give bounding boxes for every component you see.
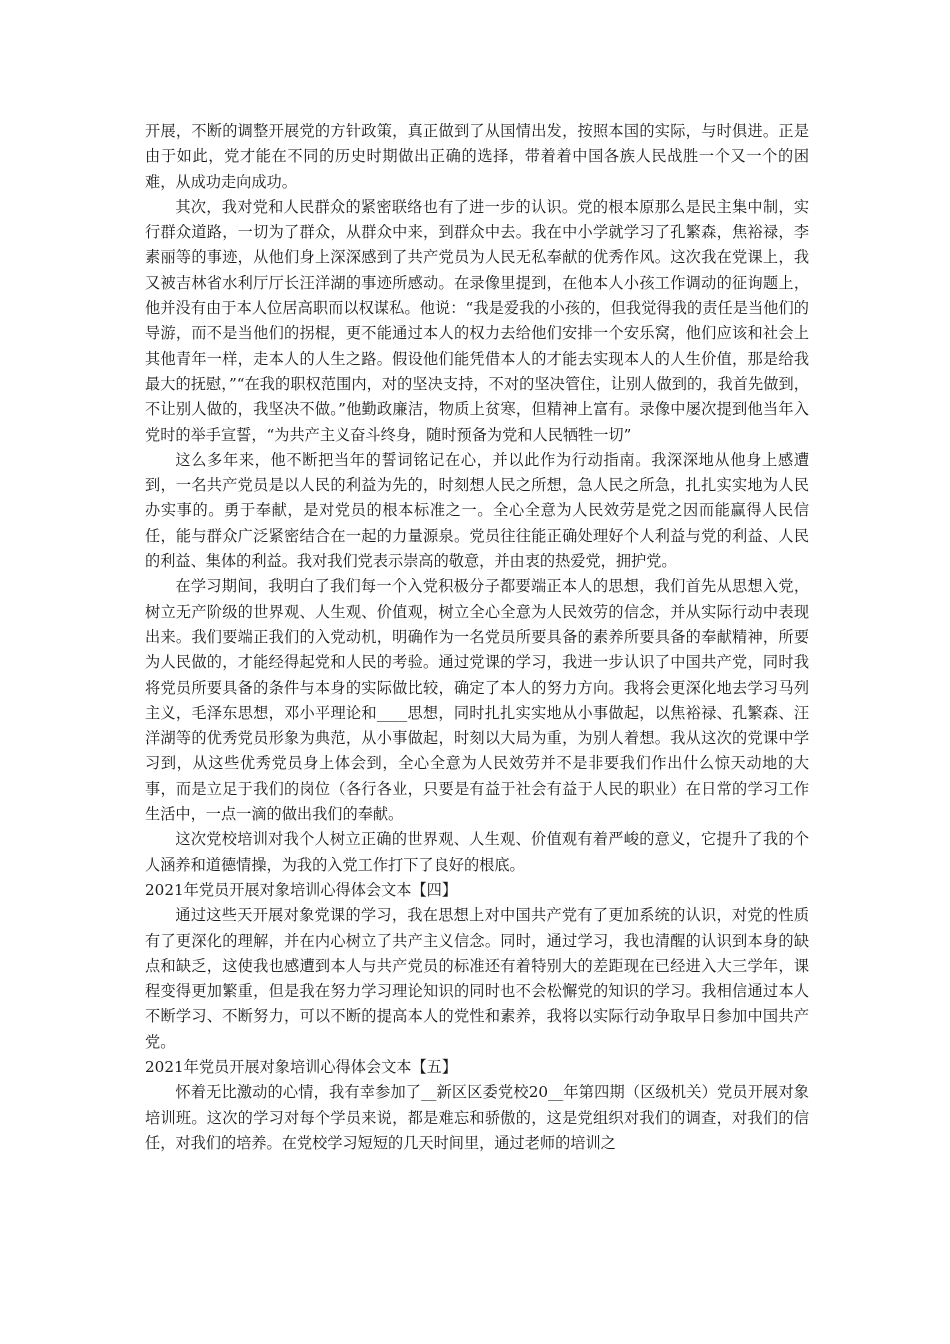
section-heading-four: 2021年党员开展对象培训心得体会文本【四】 [145,880,458,899]
section-heading-five: 2021年党员开展对象培训心得体会文本【五】 [145,1057,458,1076]
paragraph-continuation: 开展，不断的调整开展党的方针政策，真正做到了从国情出发，按照本国的实际，与时俱进。正是由于如此，党才能在不同的历史时期做出正确的选择，带着着中国各族人民战胜一个又一个的困难，从成功走向成功。 [145,122,809,191]
paragraph-study-period: 在学习期间，我明白了我们每一个入党积极分子都要端正本人的思想，我们首先从思想入党，树立无产阶级的世界观、人生观、价值观，树立全心全意为人民效劳的信念，并从实际行动中表现出来。我们要端正我们的入党动机，明确作为一名党员所要具备的素养所要具备的奉献精神，所要为人民做的，才能经得起党和人民的考验。通过党课的学习，我进一步认识了中国共产党，同时我将党员所要具备的条件与本身的实际做比较，确定了本人的努力方向。我将会更深化地去学习马列主义，毛泽东思想，邓小平理论和____思想，同时扎扎实实地从小事做起，以焦裕禄、孔繁森、汪洋湖等的优秀党员形象为典范，从小事做起，时刻以大局为重，为别人着想。我从这次的党课中学习到，从这些优秀党员身上体会到，全心全意为人民效劳并不是非要我们作出什么惊天动地的大事，而是立足于我们的岗位（各行各业，只要是有益于社会有益于人民的职业）在日常的学习工作生活中，一点一滴的做出我们的奉献。 [145,577,809,824]
paragraph-oath: 这么多年来，他不断把当年的誓词铭记在心，并以此作为行动指南。我深深地从他身上感遭到，一名共产党员是以人民的利益为先的，时刻想人民之所想，急人民之所急，扎扎实实地为人民办实事的。勇于奉献，是对党员的根本标准之一。全心全意为人民效劳是党之因而能赢得人民信任，能与群众广泛紧密结合在一起的力量源泉。党员往往能正确处理好个人利益与党的利益、人民的利益、集体的利益。我对我们党表示崇高的敬意，并由衷的热爱党，拥护党。 [145,450,809,571]
paragraph-training-significance: 这次党校培训对我个人树立正确的世界观、人生观、价值观有着严峻的意义，它提升了我的个人涵养和道德情操，为我的入党工作打下了良好的根底。 [145,830,809,874]
paragraph-section-five: 怀着无比激动的心情，我有幸参加了__新区区委党校20__年第四期（区级机关）党员开展对象培训班。这次的学习对每个学员来说，都是难忘和骄傲的，这是党组织对我们的调查，对我们的信任，对我们的培养。在党校学习短短的几天时间里，通过老师的培训之 [145,1083,809,1152]
paragraph-party-masses: 其次，我对党和人民群众的紧密联络也有了进一步的认识。党的根本原那么是民主集中制，实行群众道路，一切为了群众，从群众中来，到群众中去。我在中小学就学习了孔繁森，焦裕禄，李素丽等的事迹，从他们身上深深感到了共产党员为人民无私奉献的优秀作风。这次我在党课上，我又被吉林省水利厅厅长汪洋湖的事迹所感动。在录像里提到，在他本人小孩工作调动的征询题上，他并没有由于本人位居高职而以权谋私。他说：“我是爱我的小孩的，但我觉得我的责任是当他们的导游，而不是当他们的拐棍，更不能通过本人的权力去给他们安排一个安乐窝，他们应该和社会上其他青年一样，走本人的人生之路。假设他们能凭借本人的才能去实现本人的人生价值，那是给我最大的抚慰，”“在我的职权范围内，对的坚决支持，不对的坚决管住，让别人做到的，我首先做到，不让别人做的，我坚决不做。”他勤政廉洁，物质上贫寒，但精神上富有。录像中屡次提到他当年入党时的举手宣誓，“为共产主义奋斗终身，随时预备为党和人民牺牲一切” [145,197,809,444]
paragraph-section-four: 通过这些天开展对象党课的学习，我在思想上对中国共产党有了更加系统的认识，对党的性质有了更深化的理解，并在内心树立了共产主义信念。同时，通过学习，我也清醒的认识到本身的缺点和缺乏，这使我也感遭到本人与共产党员的标准还有着特别大的差距现在已经进入大三学年，课程变得更加繁重，但是我在努力学习理论知识的同时也不会松懈党的知识的学习。我相信通过本人不断学习、不断努力，可以不断的提高本人的党性和素养，我将以实际行动争取早日参加中国共产党。 [145,906,809,1051]
document-body [145,119,809,1156]
